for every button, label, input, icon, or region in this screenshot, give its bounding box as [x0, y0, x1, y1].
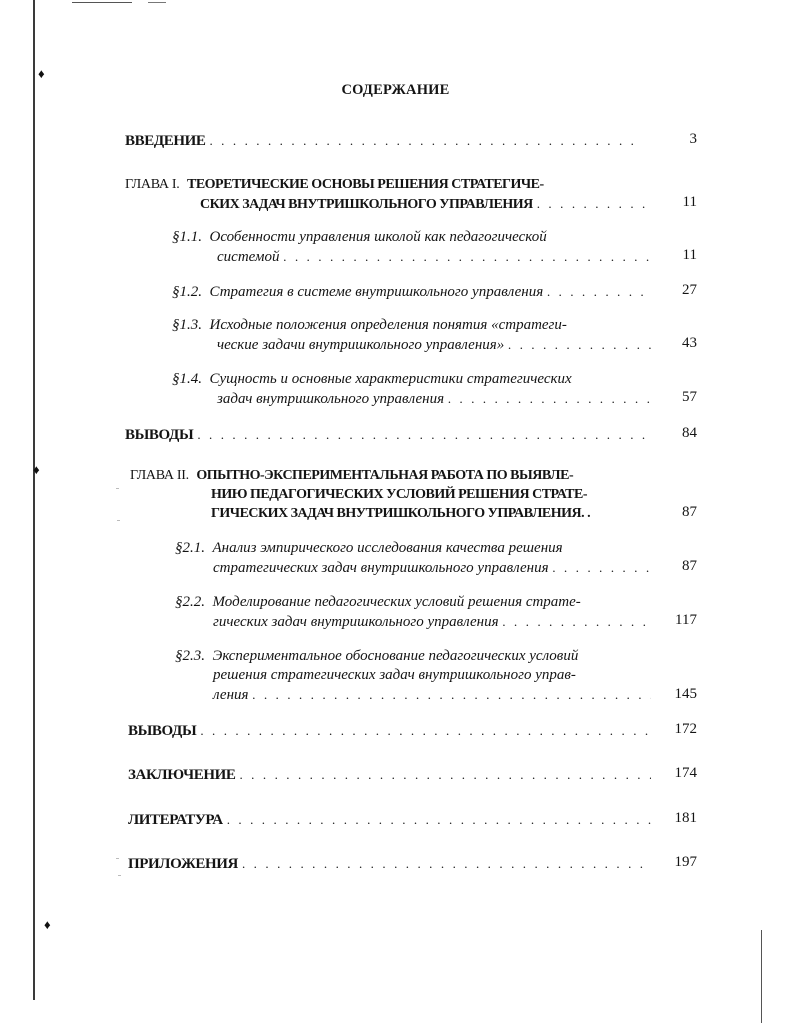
- chapter-title-line: ОПЫТНО-ЭКСПЕРИМЕНТАЛЬНАЯ РАБОТА ПО ВЫЯВЛЕ-: [196, 468, 574, 483]
- dot-leader: [227, 810, 651, 829]
- scan-border-line: [33, 0, 35, 1000]
- section-number: §2.2.: [175, 594, 205, 610]
- toc-page-number: 3: [689, 131, 697, 147]
- dot-leader: [200, 721, 651, 740]
- toc-entry-chapter-1[interactable]: [125, 175, 655, 214]
- scan-border-line: [761, 930, 762, 1023]
- toc-entry-chapter-2[interactable]: [130, 466, 655, 523]
- scan-dust: [116, 488, 119, 489]
- section-title-line: гических задач внутришкольного управления: [213, 614, 499, 630]
- dot-leader: [242, 854, 651, 873]
- dot-leader: [253, 685, 652, 704]
- toc-label: ВЫВОДЫ: [128, 723, 197, 739]
- section-title-line: Сущность и основные характеристики стратегических: [209, 371, 572, 387]
- section-title-line: ления: [213, 687, 249, 703]
- chapter-title-line: ТЕОРЕТИЧЕСКИЕ ОСНОВЫ РЕШЕНИЯ СТРАТЕГИЧЕ-: [186, 177, 544, 192]
- toc-entry-introduction[interactable]: [125, 131, 647, 151]
- dot-leader: [239, 765, 651, 784]
- toc-label: ВВЕДЕНИЕ: [125, 133, 206, 149]
- toc-page-number: 43: [682, 335, 697, 351]
- scan-dust: [117, 520, 120, 521]
- toc-entry-conclusion[interactable]: [128, 765, 655, 785]
- toc-page-number: 117: [675, 612, 697, 628]
- toc-entry-appendices[interactable]: [128, 854, 655, 874]
- section-title-line: системой: [217, 249, 280, 265]
- toc-entry-section-1-3[interactable]: [172, 316, 655, 355]
- section-number: §2.3.: [175, 648, 205, 664]
- toc-page-number: 197: [674, 854, 697, 870]
- toc-page-number: 11: [682, 247, 697, 263]
- toc-label: ЗАКЛЮЧЕНИЕ: [128, 767, 236, 783]
- toc-entry-section-1-2[interactable]: [172, 282, 655, 302]
- dot-leader: [209, 131, 643, 150]
- toc-entry-literature[interactable]: [128, 810, 655, 830]
- section-title-line: решения стратегических задач внутришкольного управ-: [213, 667, 576, 683]
- toc-entry-conclusions-1[interactable]: [125, 425, 655, 445]
- toc-entry-section-2-3[interactable]: [175, 647, 655, 705]
- section-title-line: Экспериментальное обоснование педагогических условий: [212, 648, 579, 664]
- section-number: §1.4.: [172, 371, 202, 387]
- section-title-line: задач внутришкольного управления: [217, 391, 445, 407]
- chapter-label: ГЛАВА I.: [125, 177, 180, 192]
- toc-entry-section-2-2[interactable]: [175, 593, 655, 632]
- toc-page-number: 27: [682, 282, 697, 298]
- binder-hole-mark: ♦: [33, 462, 40, 477]
- binder-hole-mark: ♦: [44, 917, 51, 932]
- toc-entry-section-2-1[interactable]: [175, 539, 655, 578]
- scan-top-mark: [148, 2, 166, 3]
- binder-hole-mark: ♦: [38, 66, 45, 81]
- toc-page-number: 87: [682, 504, 697, 520]
- section-number: §1.2.: [172, 284, 202, 300]
- section-title-line: Исходные положения определения понятия «стратеги-: [209, 317, 567, 333]
- section-number: §1.3.: [172, 317, 202, 333]
- toc-page-number: 181: [674, 810, 697, 826]
- toc-page-number: 172: [674, 721, 697, 737]
- dot-leader: [197, 425, 651, 444]
- chapter-label: ГЛАВА II.: [130, 468, 189, 483]
- toc-entry-section-1-1[interactable]: [172, 228, 655, 267]
- section-title-line: ческие задачи внутришкольного управления»: [217, 337, 505, 353]
- toc-label: ЛИТЕРАТУРА: [128, 812, 223, 828]
- section-title-line: стратегических задач внутришкольного управления: [213, 560, 549, 576]
- toc-page-number: 174: [674, 765, 697, 781]
- toc-page-number: 57: [682, 389, 697, 405]
- section-number: §2.1.: [175, 540, 205, 556]
- section-number: §1.1.: [172, 229, 202, 245]
- section-title-line: Особенности управления школой как педагогической: [209, 229, 547, 245]
- toc-page-number: 84: [682, 425, 697, 441]
- page-title: СОДЕРЖАНИЕ: [341, 82, 450, 98]
- toc-label: ВЫВОДЫ: [125, 427, 194, 443]
- toc-page-number: 145: [674, 686, 697, 702]
- dot-leader: [284, 247, 651, 266]
- section-title-line: Стратегия в системе внутришкольного управления: [209, 284, 544, 300]
- toc-page-number: 87: [682, 558, 697, 574]
- scan-dust: [116, 858, 119, 859]
- scan-dust: [118, 875, 121, 876]
- section-title-line: Анализ эмпирического исследования качества решения: [212, 540, 563, 556]
- chapter-title-line: ГИЧЕСКИХ ЗАДАЧ ВНУТРИШКОЛЬНОГО УПРАВЛЕНИЯ. .: [211, 506, 591, 521]
- toc-page-number: 11: [682, 194, 697, 210]
- toc-label: ПРИЛОЖЕНИЯ: [128, 856, 238, 872]
- section-title-line: Моделирование педагогических условий решения страте-: [212, 594, 581, 610]
- scan-top-mark: [72, 2, 132, 3]
- toc-entry-conclusions-2[interactable]: [128, 721, 655, 741]
- chapter-title-line: СКИХ ЗАДАЧ ВНУТРИШКОЛЬНОГО УПРАВЛЕНИЯ: [200, 197, 533, 212]
- chapter-title-line: НИЮ ПЕДАГОГИЧЕСКИХ УСЛОВИЙ РЕШЕНИЯ СТРАТЕ-: [211, 487, 588, 502]
- toc-entry-section-1-4[interactable]: [172, 370, 655, 409]
